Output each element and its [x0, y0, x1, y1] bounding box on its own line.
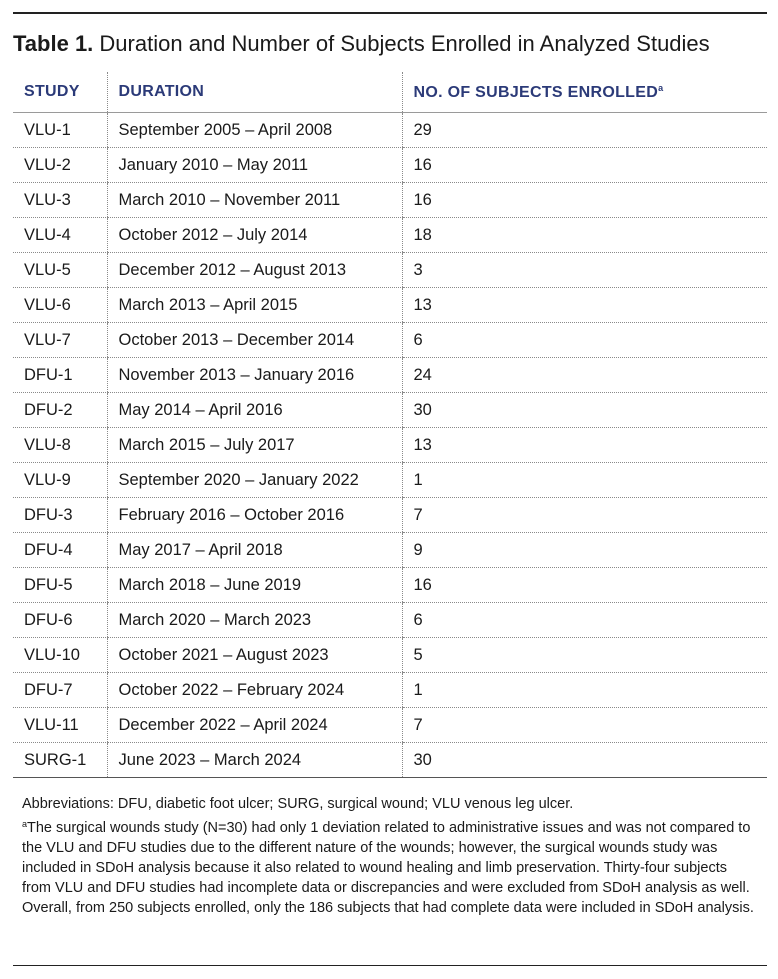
cell-study: DFU-4 [13, 533, 107, 568]
cell-study: VLU-1 [13, 113, 107, 148]
cell-duration: March 2020 – March 2023 [107, 603, 402, 638]
cell-duration: September 2005 – April 2008 [107, 113, 402, 148]
cell-duration: September 2020 – January 2022 [107, 463, 402, 498]
header-study: STUDY [13, 72, 107, 113]
cell-enrolled: 7 [402, 498, 767, 533]
cell-duration: June 2023 – March 2024 [107, 743, 402, 778]
cell-enrolled: 13 [402, 288, 767, 323]
cell-enrolled: 16 [402, 183, 767, 218]
table-row [13, 498, 767, 533]
cell-duration: December 2012 – August 2013 [107, 253, 402, 288]
table-row [13, 323, 767, 358]
table-row [13, 428, 767, 463]
cell-enrolled: 16 [402, 148, 767, 183]
footnote-a [22, 814, 757, 918]
cell-study: DFU-1 [13, 358, 107, 393]
cell-duration: November 2013 – January 2016 [107, 358, 402, 393]
table-row [13, 218, 767, 253]
cell-duration: October 2021 – August 2023 [107, 638, 402, 673]
top-rule [13, 12, 767, 14]
table-row [13, 708, 767, 743]
table-row [13, 113, 767, 148]
cell-enrolled: 29 [402, 113, 767, 148]
cell-enrolled: 16 [402, 568, 767, 603]
abbreviations-note: Abbreviations: DFU, diabetic foot ulcer; SURG, surgical wound; VLU venous leg ulcer. [22, 796, 574, 812]
header-row [13, 72, 767, 113]
studies-table [13, 72, 767, 778]
cell-duration: May 2014 – April 2016 [107, 393, 402, 428]
cell-duration: October 2013 – December 2014 [107, 323, 402, 358]
bottom-rule [13, 965, 767, 966]
cell-study: VLU-9 [13, 463, 107, 498]
cell-enrolled: 1 [402, 463, 767, 498]
cell-study: DFU-3 [13, 498, 107, 533]
cell-study: VLU-4 [13, 218, 107, 253]
cell-enrolled: 30 [402, 743, 767, 778]
table-row [13, 183, 767, 218]
table-row [13, 253, 767, 288]
cell-enrolled: 6 [402, 323, 767, 358]
header-enrolled [402, 72, 767, 113]
table-row [13, 673, 767, 708]
cell-duration: March 2013 – April 2015 [107, 288, 402, 323]
cell-enrolled: 5 [402, 638, 767, 673]
header-enrolled-label: NO. OF SUBJECTS ENROLLED [413, 83, 659, 101]
table-row [13, 148, 767, 183]
cell-study: VLU-6 [13, 288, 107, 323]
cell-study: VLU-8 [13, 428, 107, 463]
cell-duration: January 2010 – May 2011 [107, 148, 402, 183]
cell-duration: October 2012 – July 2014 [107, 218, 402, 253]
table-body [13, 113, 767, 778]
cell-enrolled: 13 [402, 428, 767, 463]
cell-duration: March 2015 – July 2017 [107, 428, 402, 463]
table-footnotes [22, 794, 757, 918]
table-row [13, 393, 767, 428]
cell-duration: December 2022 – April 2024 [107, 708, 402, 743]
header-duration: DURATION [107, 72, 402, 113]
cell-enrolled: 24 [402, 358, 767, 393]
cell-enrolled: 1 [402, 673, 767, 708]
cell-study: VLU-3 [13, 183, 107, 218]
table-row [13, 603, 767, 638]
footnote-a-marker: a [22, 819, 28, 829]
cell-study: VLU-11 [13, 708, 107, 743]
table-row [13, 463, 767, 498]
cell-duration: February 2016 – October 2016 [107, 498, 402, 533]
cell-enrolled: 7 [402, 708, 767, 743]
table-title-text: Duration and Number of Subjects Enrolled in Analyzed Studies [99, 31, 710, 56]
cell-study: DFU-2 [13, 393, 107, 428]
cell-study: SURG-1 [13, 743, 107, 778]
cell-duration: March 2010 – November 2011 [107, 183, 402, 218]
table-row [13, 288, 767, 323]
cell-enrolled: 6 [402, 603, 767, 638]
cell-study: VLU-10 [13, 638, 107, 673]
cell-enrolled: 3 [402, 253, 767, 288]
cell-study: VLU-2 [13, 148, 107, 183]
cell-duration: May 2017 – April 2018 [107, 533, 402, 568]
cell-enrolled: 18 [402, 218, 767, 253]
header-enrolled-footnote-marker: a [658, 82, 664, 93]
table-row [13, 358, 767, 393]
cell-enrolled: 9 [402, 533, 767, 568]
cell-study: DFU-5 [13, 568, 107, 603]
cell-enrolled: 30 [402, 393, 767, 428]
table-row [13, 568, 767, 603]
table-row [13, 743, 767, 778]
cell-study: DFU-6 [13, 603, 107, 638]
cell-duration: March 2018 – June 2019 [107, 568, 402, 603]
table-title [13, 30, 767, 58]
footnote-a-text: The surgical wounds study (N=30) had only 1 deviation related to administrative issues and was not compared to the VLU and DFU studies due to the different nature of the wounds; however, the surgical wounds study was included in SDoH analysis because it also related to wound healing and limb preservation. Thirty-four subjects from VLU and DFU studies had incomplete data or discrepancies and were excluded from SDoH analysis as well. Overall, from 250 subjects enrolled, only the 186 subjects that had complete data were included in SDoH analysis. [22, 820, 754, 916]
cell-study: DFU-7 [13, 673, 107, 708]
table-title-label: Table 1. [13, 31, 94, 56]
table-row [13, 533, 767, 568]
table-row [13, 638, 767, 673]
cell-duration: October 2022 – February 2024 [107, 673, 402, 708]
cell-study: VLU-7 [13, 323, 107, 358]
cell-study: VLU-5 [13, 253, 107, 288]
